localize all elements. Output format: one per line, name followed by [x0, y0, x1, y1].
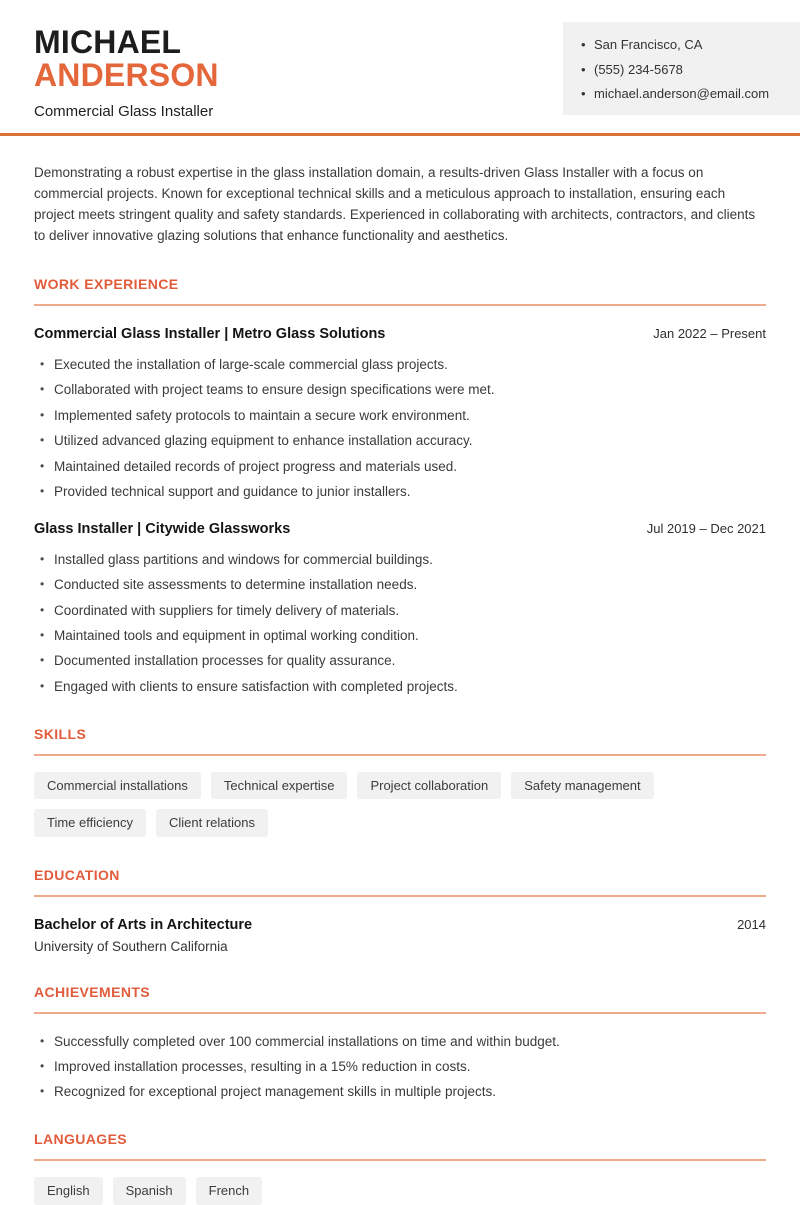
achievement-bullet: • Improved installation processes, resulting in a 15% reduction in costs.	[40, 1059, 766, 1076]
job-entry	[34, 326, 766, 501]
job-entry	[34, 521, 766, 696]
education-entry	[34, 917, 766, 933]
section-heading-languages: LANGUAGES	[34, 1131, 766, 1161]
job-title: Commercial Glass Installer | Metro Glass Solutions	[34, 326, 386, 342]
job-bullet-list	[34, 357, 766, 501]
job-bullet: • Implemented safety protocols to maintain a secure work environment.	[40, 408, 766, 425]
language-tag: English	[34, 1177, 103, 1205]
language-tag: French	[196, 1177, 262, 1205]
job-role-subtitle: Commercial Glass Installer	[34, 103, 214, 121]
job-bullet: • Installed glass partitions and windows for commercial buildings.	[40, 552, 766, 569]
achievement-bullet: • Recognized for exceptional project management skills in multiple projects.	[40, 1084, 766, 1101]
section-heading-achievements: ACHIEVEMENTS	[34, 984, 766, 1014]
section-heading-work-experience: WORK EXPERIENCE	[34, 276, 766, 306]
contact-item: • (555) 234-5678	[581, 62, 782, 78]
job-header	[34, 521, 766, 537]
contact-list	[581, 37, 782, 102]
job-bullet: • Coordinated with suppliers for timely delivery of materials.	[40, 603, 766, 620]
language-tag: Spanish	[113, 1177, 186, 1205]
job-dates: Jan 2022 – Present	[653, 326, 766, 341]
skill-tag: Project collaboration	[357, 772, 501, 800]
job-header	[34, 326, 766, 342]
summary-paragraph: Demonstrating a robust expertise in the glass installation domain, a results-driven Glass Installer with a focus on commercial projects. Known for exceptional technical skills and a meticulous approach to installation, ensuring each project meets stringent quality and safety standards. Experienced in collaborating with architects, contractors, and clients to deliver innovative glazing solutions that enhance functionality and aesthetics.	[34, 165, 756, 243]
resume-header	[0, 0, 800, 133]
job-bullet: • Maintained detailed records of project progress and materials used.	[40, 459, 766, 476]
last-name: ANDERSON	[34, 56, 219, 93]
contact-item: • San Francisco, CA	[581, 37, 782, 53]
skill-tag-list	[34, 772, 766, 837]
skill-tag: Client relations	[156, 809, 268, 837]
job-bullet: • Provided technical support and guidance to junior installers.	[40, 484, 766, 501]
job-bullet: • Executed the installation of large-scale commercial glass projects.	[40, 357, 766, 374]
skill-tag: Time efficiency	[34, 809, 146, 837]
section-heading-education: EDUCATION	[34, 867, 766, 897]
achievement-list	[34, 1034, 766, 1102]
header-divider	[0, 133, 800, 136]
skill-tag: Safety management	[511, 772, 653, 800]
first-name: MICHAEL	[34, 24, 182, 60]
skill-tag: Technical expertise	[211, 772, 348, 800]
section-heading-skills: SKILLS	[34, 726, 766, 756]
job-bullet: • Conducted site assessments to determine installation needs.	[40, 577, 766, 594]
name-block	[34, 26, 219, 120]
job-dates: Jul 2019 – Dec 2021	[646, 520, 766, 536]
job-bullet-list	[34, 552, 766, 696]
job-title: Glass Installer | Citywide Glassworks	[34, 520, 291, 537]
job-bullet: • Maintained tools and equipment in optimal working condition.	[40, 628, 766, 645]
job-bullet: • Engaged with clients to ensure satisfaction with completed projects.	[40, 679, 766, 696]
resume-content	[0, 162, 800, 1205]
education-degree: Bachelor of Arts in Architecture	[34, 916, 253, 933]
education-school: University of Southern California	[34, 938, 228, 954]
contact-box	[563, 22, 800, 115]
achievement-bullet: • Successfully completed over 100 commercial installations on time and within budget.	[40, 1034, 766, 1051]
skill-tag: Commercial installations	[34, 772, 201, 800]
education-year: 2014	[737, 916, 766, 932]
job-bullet: • Utilized advanced glazing equipment to enhance installation accuracy.	[40, 433, 766, 450]
job-bullet: • Documented installation processes for quality assurance.	[40, 653, 766, 670]
job-bullet: • Collaborated with project teams to ensure design specifications were met.	[40, 382, 766, 399]
contact-item: • michael.anderson@email.com	[581, 86, 782, 102]
language-tag-list	[34, 1177, 766, 1205]
